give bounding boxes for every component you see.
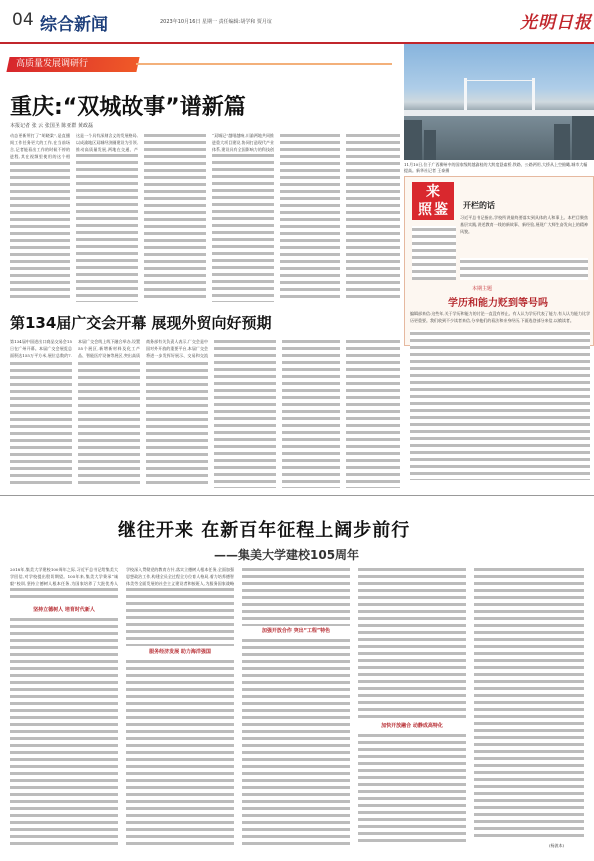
article3-text-block bbox=[474, 566, 584, 838]
masthead-logo: 光明日报 bbox=[520, 13, 592, 33]
sidebar-headline: 学历和能力贬到等号吗 bbox=[448, 298, 548, 309]
article3-body: 学校深入贯彻党的教育方针,落实立德树人根本任务,全面加强思想政治工作,构建全员全过程全方位育人格局,着力培养德智体美劳全面发展的社会主义建设者和接班人,为服务国家战略 bbox=[126, 567, 234, 586]
photo-caption: 11月10日,位于广西柳州中的国家级跨越渝桂的大跨度悬索桥,铁路、公路两用,大桥从上空俯瞰,城市大幅提高。新华社记者 王泰摄 bbox=[404, 162, 588, 173]
bridge-pylon bbox=[532, 78, 535, 114]
article2-text-block bbox=[146, 360, 208, 488]
stamp-char: 来 bbox=[426, 184, 440, 200]
article3-subhead-2: 服务经济发展 助力海洋强国 bbox=[149, 649, 211, 655]
bridge-photo bbox=[404, 44, 594, 160]
article3-text-block bbox=[126, 658, 234, 846]
section-divider bbox=[0, 495, 594, 496]
article2-column-1: 第134届中国进出口商品交易会15日在广州开幕。本届广交会展览总面积达155万平方米,展位总数约7. bbox=[10, 339, 72, 358]
sidebar-text-block bbox=[412, 226, 456, 280]
article3-text-block bbox=[10, 616, 118, 846]
article2-text-block bbox=[10, 360, 72, 488]
page-number: 04 bbox=[12, 10, 34, 30]
article2-headline: 第134届广交会开幕 展现外贸向好预期 bbox=[10, 314, 272, 332]
sidebar-kicker: 本期主题 bbox=[472, 286, 493, 292]
photo-building bbox=[554, 124, 570, 160]
article3-text-block bbox=[242, 566, 350, 626]
column-stamp bbox=[412, 182, 454, 220]
article1-text-block bbox=[280, 132, 340, 302]
bridge-cable bbox=[465, 80, 535, 81]
article2-text-block bbox=[346, 338, 400, 488]
article1-byline: 本报记者 张 云 张国圣 陈亚群 黄政磊 bbox=[10, 123, 93, 129]
article3-author: (杨波本) bbox=[549, 843, 565, 848]
article3-subheadline: ——集美大学建校105周年 bbox=[214, 548, 360, 562]
bridge-deck bbox=[404, 110, 594, 116]
article2-text-block bbox=[214, 338, 276, 488]
article1-text-block bbox=[346, 132, 400, 302]
article3-text-block bbox=[358, 566, 466, 720]
article3-subhead-4: 加快开放融合 动静成高特化 bbox=[381, 723, 443, 729]
bridge-pylon bbox=[464, 78, 467, 114]
article1-text-block bbox=[144, 132, 206, 302]
photo-building bbox=[572, 114, 594, 160]
article3-text-block bbox=[358, 732, 466, 846]
sidebar-title: 开栏的话 bbox=[463, 201, 495, 210]
article3-text-block bbox=[126, 586, 234, 646]
stamp-char: 鉴 bbox=[434, 202, 448, 218]
article1-text-block bbox=[10, 160, 70, 302]
article3-subhead-1: 坚持立德树人 培育时代新人 bbox=[33, 607, 95, 613]
photo-building bbox=[404, 120, 422, 160]
article3-subhead-3: 加强开放合作 突出“工程”特色 bbox=[261, 628, 331, 634]
sidebar-text-block bbox=[410, 330, 590, 480]
photo-building bbox=[424, 130, 436, 160]
article2-text-block bbox=[282, 338, 340, 488]
article1-headline: 重庆:“双城故事”谱新篇 bbox=[10, 95, 246, 120]
banner-divider bbox=[136, 63, 392, 65]
article3-headline: 继往开来 在新百年征程上阔步前行 bbox=[118, 520, 411, 541]
sidebar-intro: 习近平总书记指出,学校所讲最终要落实到具体的人和事上。本栏目聚焦基层实践,讲述教育一线的新故事、新经验,展现广大师生奋发向上的精神风貌。 bbox=[460, 215, 588, 234]
issue-meta: 2023年10月16日 星期一 责任编辑:胡学和 贾月谊 bbox=[160, 19, 272, 25]
sidebar-body: 编辑部来信:这些年,关于学历和能力的讨论一直没有停止。有人认为学历代表了能力,有人认为能力比学历更重要。我们收到不少读者来信,分享他们的看法和亲身经历,下面选登部分来信,以飨读者。 bbox=[410, 311, 590, 323]
sidebar-text-block bbox=[460, 258, 588, 280]
article1-column-2: 这是一个具有深刻含义的发展格局,以成渝地区双城经济圈建设为引领,推动高质量发展,两地在交通、产 bbox=[76, 133, 138, 152]
article1-text-block bbox=[76, 152, 138, 302]
stamp-char: 照 bbox=[418, 202, 432, 218]
column-banner-label: 高质量发展调研行 bbox=[16, 59, 89, 69]
article3-intro: 2018年,集美大学建校100周年之际,习近平总书记给集美大学回信,对学校提出殷切期望。105年来,集美大学秉承“诚毅”校训,坚持立德树人根本任务,为国家培养了大批优秀人 bbox=[10, 567, 118, 586]
article1-column-3: “双城记”越唱越响,川渝两地共同推进重大项目建设,协同打造现代产业体系,建设具有全国影响力的科技创 bbox=[212, 133, 274, 152]
article1-lead: 动态更新所打了“胡晓棠”,是直播间工作任务更大的工作,在当前场合,记者能看出工作的时候不停的进程,其在视频里使用的这个相 bbox=[10, 133, 70, 159]
article2-column-2: 本届广交会线上线下融合举办,设置55个展区,新增新材料及化工产品、智能医疗设备等展区,突出高质 bbox=[78, 339, 140, 358]
section-title: 综合新闻 bbox=[40, 15, 108, 35]
article2-text-block bbox=[78, 360, 140, 488]
article2-column-3: 商务部有关负责人表示,广交会是中国对外开放的重要平台,本届广交会将进一步发挥好展示、交易和交流 bbox=[146, 339, 208, 358]
article3-text-block bbox=[242, 637, 350, 846]
column-banner bbox=[6, 57, 139, 72]
article3-text-block bbox=[10, 586, 118, 602]
article1-text-block bbox=[212, 152, 274, 302]
